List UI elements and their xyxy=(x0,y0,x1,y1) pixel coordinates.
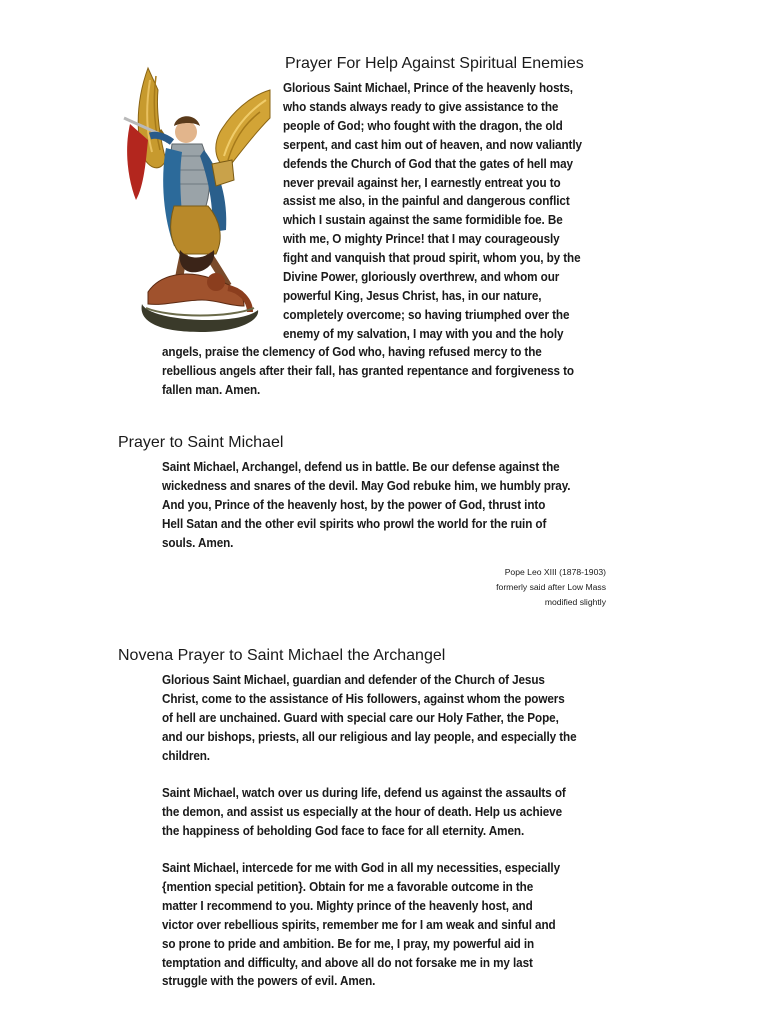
prayer-line: Christ, come to the assistance of His followers, against whom the powers xyxy=(162,691,565,706)
saint-michael-statue-image xyxy=(120,60,280,332)
prayer-line: the demon, and assist us especially at the hour of death. Help us achieve xyxy=(162,804,563,819)
prayer-line: completely overcome; so having triumphed over the xyxy=(283,307,570,322)
prayer-line: serpent, and cast him out of heaven, and now valiantly xyxy=(283,137,582,152)
prayer-line: Divine Power, gloriously overthrew, and whom our xyxy=(283,270,560,285)
prayer-line: matter I recommend to you. Mighty prince of the heavenly host, and xyxy=(162,898,533,913)
prayer-line: Saint Michael, Archangel, defend us in battle. Be our defense against the xyxy=(162,460,560,474)
prayer-line: which I sustain against the same formidible foe. Be xyxy=(283,213,563,228)
prayer-line: people of God; who fought with the dragon, the old xyxy=(283,118,563,133)
section-title-spiritual-enemies: Prayer For Help Against Spiritual Enemies xyxy=(285,55,584,72)
prayer-line: Hell Satan and the other evil spirits who prowl the world for the ruin of xyxy=(162,516,547,531)
prayer-line: defends the Church of God that the gates of hell may xyxy=(283,156,573,171)
prayer-line: powerful King, Jesus Christ, has, in our nature, xyxy=(283,288,542,303)
prayer-line: fallen man. Amen. xyxy=(162,382,261,397)
prayer-line: enemy of my salvation, I may with you and the holy xyxy=(283,326,564,341)
prayer-line: who stands always ready to give assistance to the xyxy=(283,99,559,114)
prayer-line: And you, Prince of the heavenly host, by the power of God, thrust into xyxy=(162,497,546,512)
section-title-novena-prayer: Novena Prayer to Saint Michael the Archangel xyxy=(118,647,446,664)
prayer-line: angels, praise the clemency of God who, having refused mercy to the xyxy=(162,345,542,359)
novena-paragraph-2 xyxy=(162,784,566,841)
prayer-attribution xyxy=(496,565,606,610)
prayer-line: victor over rebellious spirits, remember me for I am weak and sinful and xyxy=(162,917,556,932)
prayer-line: and our bishops, priests, all our religious and lay people, and especially the xyxy=(162,729,577,744)
attribution-line: formerly said after Low Mass xyxy=(496,582,606,592)
prayer-line: of hell are unchained. Guard with special care our Holy Father, the Pope, xyxy=(162,710,559,725)
section-title-prayer-to-saint-michael: Prayer to Saint Michael xyxy=(118,434,284,451)
prayer-line: assist me also, in the painful and dangerous conflict xyxy=(283,194,570,209)
prayer-line: the happiness of beholding God face to face for all eternity. Amen. xyxy=(162,823,525,838)
prayer-spiritual-enemies-continuation xyxy=(162,343,574,400)
prayer-line: souls. Amen. xyxy=(162,535,234,550)
prayer-to-saint-michael-text xyxy=(162,458,570,553)
attribution-line: Pope Leo XIII (1878-1903) xyxy=(504,567,606,577)
novena-paragraph-3 xyxy=(162,859,560,991)
prayer-line: rebellious angels after their fall, has granted repentance and forgiveness to xyxy=(162,363,575,378)
prayer-line: so prone to pride and ambition. Be for me, I pray, my powerful aid in xyxy=(162,936,535,951)
prayer-line: Saint Michael, intercede for me with God in all my necessities, especially xyxy=(162,861,560,875)
attribution-line: modified slightly xyxy=(544,597,606,607)
prayer-line: with me, O mighty Prince! that I may courageously xyxy=(283,232,560,247)
prayer-line: Glorious Saint Michael, Prince of the heavenly hosts, xyxy=(283,81,573,95)
prayer-line: Glorious Saint Michael, guardian and defender of the Church of Jesus xyxy=(162,673,545,687)
prayer-line: wickedness and snares of the devil. May God rebuke him, we humbly pray. xyxy=(162,478,571,493)
prayer-line: struggle with the powers of evil. Amen. xyxy=(162,974,376,989)
prayer-line: fight and vanquish that proud spirit, whom you, by the xyxy=(283,251,581,266)
novena-paragraph-1 xyxy=(162,671,576,766)
prayer-line: never prevail against her, I earnestly entreat you to xyxy=(283,175,561,190)
prayer-line: temptation and difficulty, and above all do not forsake me in my last xyxy=(162,955,533,970)
prayer-line: children. xyxy=(162,748,210,763)
prayer-spiritual-enemies-text xyxy=(283,79,582,344)
prayer-line: {mention special petition}. Obtain for me a favorable outcome in the xyxy=(162,879,534,894)
prayer-line: Saint Michael, watch over us during life, defend us against the assaults of xyxy=(162,786,566,800)
